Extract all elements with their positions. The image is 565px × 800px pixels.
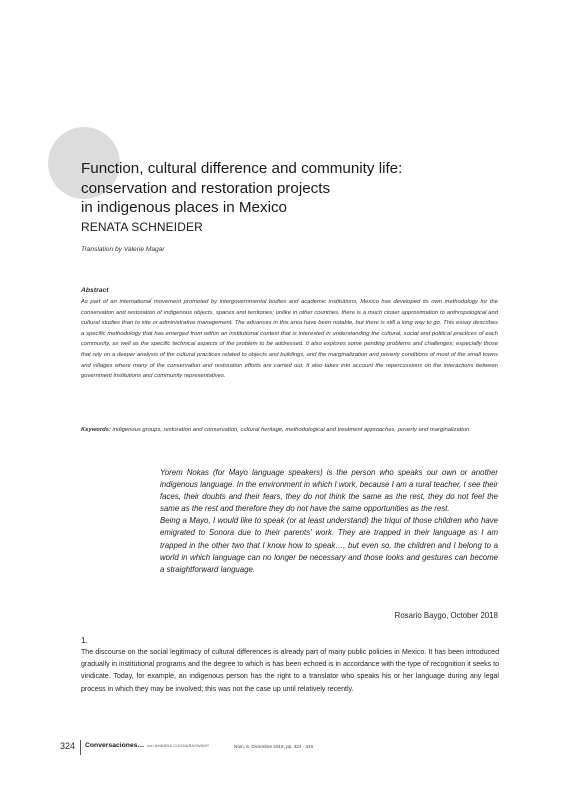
author-name: RENATA SCHNEIDER <box>81 220 203 234</box>
page-footer <box>60 740 520 754</box>
body-paragraph: The discourse on the social legitimacy of cultural differences is already part of many public policies in Mexico. It has been introduced gradually in institutional programs and the degree to which is has been echoed is in accordance with the type of recognition it seeks to vindicate. Today, for example, an indigenous person has the right to a translator who speaks his or her language during any legal process in which they may be involved; this was not the case up until relatively recently. <box>81 649 499 693</box>
epigraph-paragraph: Being a Mayo, I would like to speak (or at least understand) the triqui of those children who have emigrated to Sonora due to their parents' work. They are trapped in their language as I am trapped in the other two that I know how to speak…, but even so, the children and I belong to a world in which language can no longer be necessary and those looks and gestures can become a straightforward language. <box>160 516 498 574</box>
journal-name: Conversaciones… <box>85 742 145 749</box>
section-number: 1. <box>81 636 88 645</box>
keywords-label: Keywords: <box>81 427 111 433</box>
abstract-text: As part of an international movement promoted by intergovernmental bodies and academic institutions, Mexico has developed its own methodology for the conservation and restoration of indigenous objects, spaces and territories; unlike in other countries, there is a much closer approximation to anthropological and cultural studies than to site or administrative management. The advances in this area have been notable, but there is still a long way to go. This essay describes a specific methodology that has emerged from within an institutional context that is interested in understanding the cultural, social and political practices of each community, as well as the specific technical aspects of the problem to be addressed. It also explores some pending problems and challenges; especially those that rely on a deeper analysis of the cultural practices related to objects and buildings, and the marginalization and poverty conditions of most of the small towns and villages where many of the conservation and restoration efforts are carried out. It also takes into account the repercussions on the interactions between government institutions and community representatives. <box>81 299 498 380</box>
epigraph-attribution: Rosario Baygo, October 2018 <box>394 611 498 620</box>
title-line: Function, cultural difference and community life: <box>81 160 403 177</box>
title-line: conservation and restoration projects <box>81 179 331 197</box>
epigraph-paragraph: Yorem Nokas (for Mayo language speakers) is the person who speaks our own or another indigenous language. In the environment in which I work, because I am a rural teacher, I see their faces, their doubts and their fears, they do not think the same as the rest, they do not feel the same as the rest and therefore they do not have the same opportunities as the rest. <box>160 468 498 514</box>
issue-info: Núm. 6, Diciembre 2018, pp. 324 - 346 <box>234 744 314 749</box>
footer-divider <box>80 740 81 755</box>
title-line: in indigenous places in Mexico <box>81 199 287 216</box>
article-title <box>81 159 501 218</box>
journal-subtitle: con AMANDA COOMARASWAMY <box>147 744 210 748</box>
epigraph <box>160 467 498 576</box>
page-number: 324 <box>60 741 76 751</box>
keywords-text: indigenous groups, restoration and conservation, cultural heritage, methodological and treatment approaches, poverty and marginalization. <box>112 427 471 433</box>
keywords <box>81 424 498 436</box>
abstract-heading: Abstract <box>81 287 109 294</box>
translator-credit: Translation by Valerie Magar <box>81 246 165 253</box>
